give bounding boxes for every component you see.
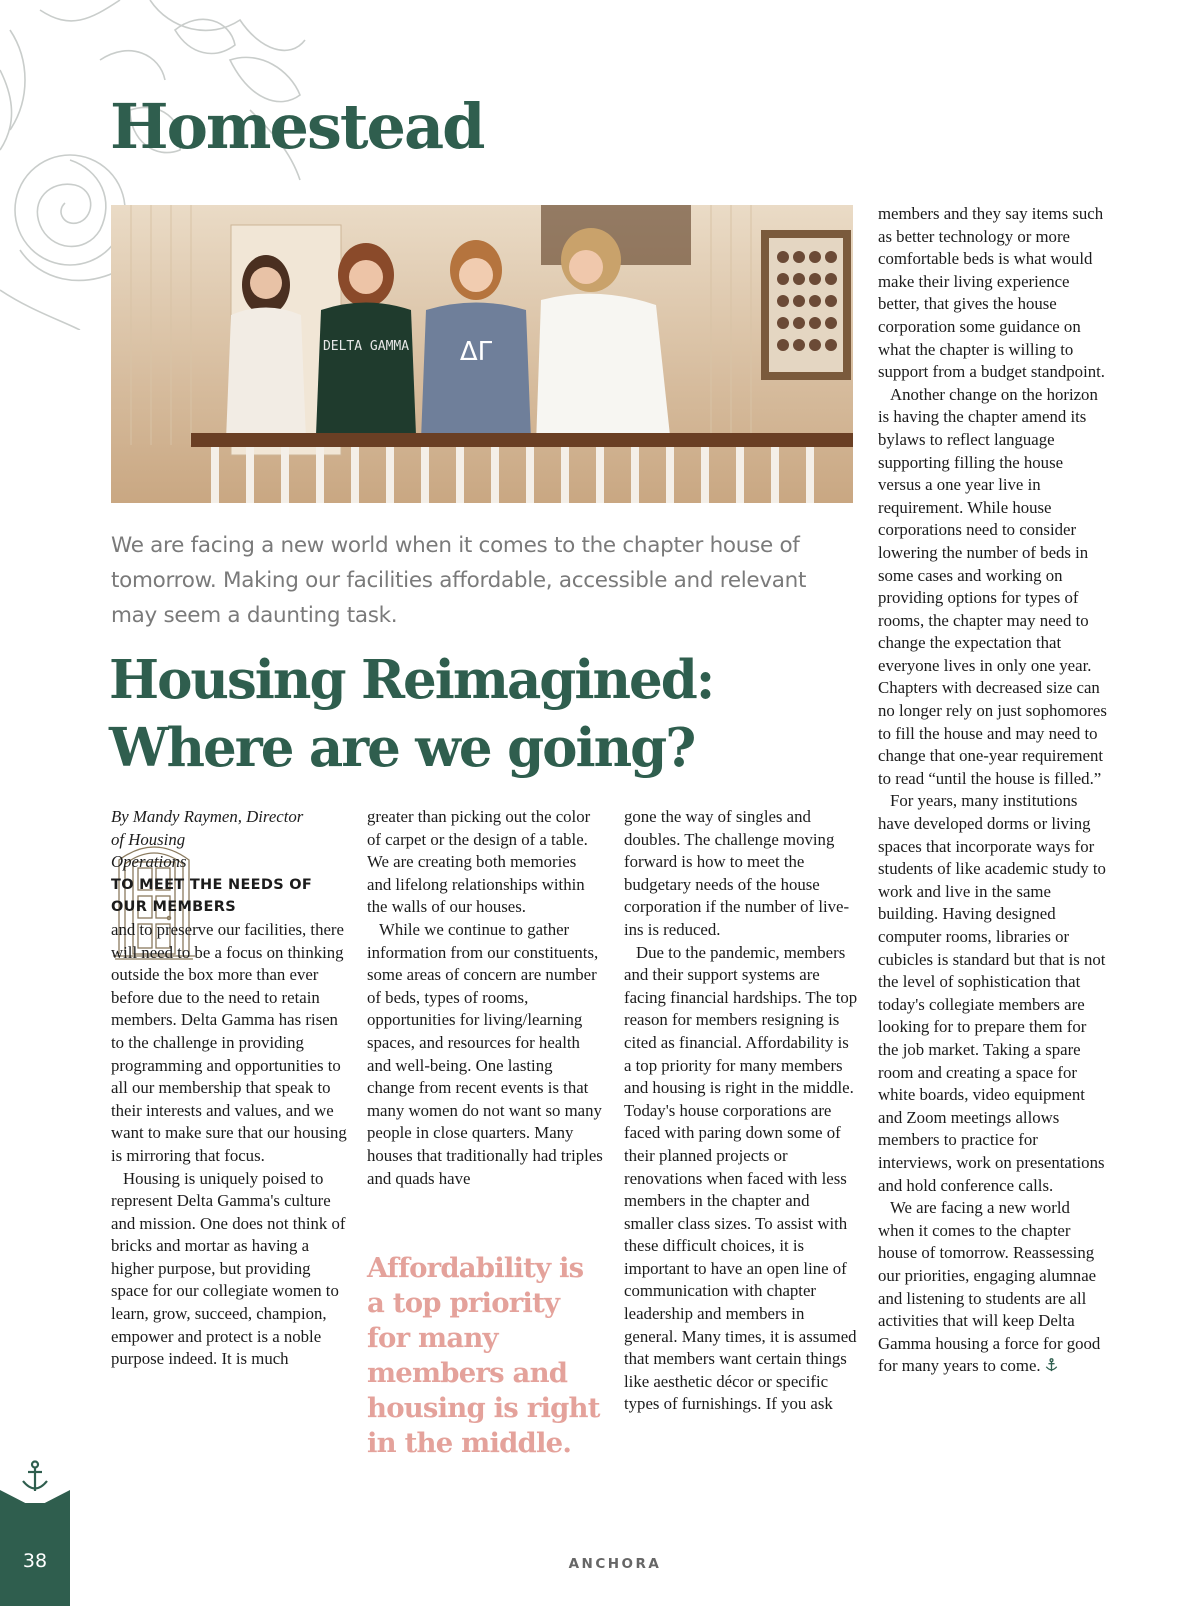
body-paragraph: members and they say items such as better technology or more comfortable beds is what would make their living experience better, that gives the house corporation some guidance on what the chapter is willing to support from a budget standpoint. xyxy=(878,204,1105,382)
body-paragraph: greater than picking out the color of carpet or the design of a table. We are creating both memories and lifelong relationships within the walls of our houses. xyxy=(367,807,591,917)
body-paragraph: gone the way of singles and doubles. The challenge moving forward is how to meet the budgetary needs of the house corporation if the number of live-ins is reduced. xyxy=(624,807,850,939)
article-column-4 xyxy=(878,203,1108,1378)
body-paragraph: Housing is uniquely poised to represent Delta Gamma's culture and mission. One does not think of bricks and mortar as having a higher purpose, but providing space for our collegiate women to learn, grow, succeed, champion, empower and protect is a noble purpose indeed. It is much xyxy=(111,1168,346,1369)
body-paragraph: While we continue to gather information from our constituents, some areas of concern are number of beds, types of rooms, opportunities for living/learning spaces, and resources for health and well-being. One lasting change from recent events is that many women do not want so many people in close quarters. Many houses that traditionally had triples and quads have xyxy=(367,919,603,1188)
body-paragraph: Another change on the horizon is having the chapter amend its bylaws to reflect language supporting filling the house versus a one year live in requirement. While house corporations need to consider lowering the number of beds in some cases and working on providing options for types of rooms, the chapter may need to change the expectation that everyone lives in only one year. Chapters with decreased size can no longer rely on just sophomores to fill the house and may need to change that one-year requirement to read “until the house is filled.” xyxy=(878,384,1107,788)
article-column-1 xyxy=(111,806,347,1371)
body-paragraph-final xyxy=(878,1197,1108,1378)
body-paragraph: For years, many institutions have developed dorms or living spaces that incorporate ways for students of like academic study to work and live in the same building. Having designed computer rooms, libraries or cubicles is standard but that is not the level of sophistication that today's collegiate members are looking for to prepare them for the job market. Taking a spare room and creating a space for white boards, video equipment and Zoom meetings allows members to practice for interviews, work on presentations and hold conference calls. xyxy=(878,791,1106,1195)
article-column-2 xyxy=(367,806,603,1190)
article-column-3 xyxy=(624,806,860,1416)
anchor-icon xyxy=(20,1460,50,1494)
end-mark-anchor-icon xyxy=(1045,1358,1058,1372)
byline-continued: of Housing xyxy=(111,829,186,849)
magazine-footer: ANCHORA xyxy=(568,1556,662,1572)
article-headline xyxy=(109,646,849,782)
section-title: Homestead xyxy=(110,90,484,163)
body-paragraph: and to preserve our facilities, there will need to be a focus on thinking outside the box more than ever before due to the need to retain members. Delta Gamma has risen to the challenge in providing programming and opportunities to all our membership that speak to their interests and values, and we want to make sure that our housing is mirroring that focus. xyxy=(111,919,347,1165)
final-paragraph-text: We are facing a new world when it comes to the chapter house of tomorrow. Reassessing our priorities, engaging alumnae and listening to students are all activities that will keep Delta Gamma housing a force for good for many years to come. xyxy=(878,1198,1101,1376)
intro-deck: We are facing a new world when it comes to the chapter house of tomorrow. Making our facilities affordable, accessible and relevant may seem a daunting task. xyxy=(111,533,807,628)
headline-line-2: Where are we going? xyxy=(109,717,695,779)
headline-line-1: Housing Reimagined: xyxy=(109,649,714,711)
byline-continued-2: Operations xyxy=(111,852,187,872)
page-number: 38 xyxy=(22,1550,48,1572)
sweatshirt-text-2: ΔΓ xyxy=(459,337,493,367)
lead-in-caps: TO MEET THE NEEDS OF OUR MEMBERS xyxy=(111,876,313,916)
byline: By Mandy Raymen, Director xyxy=(111,807,304,826)
body-paragraph: Due to the pandemic, members and their support systems are facing financial hardships. The top reason for members resigning is cited as financial. Affordability is a top priority for many members and housing is right in the middle. Today's house corporations are faced with paring down some of their planned projects or renovations when faced with less members in the chapter and smaller class sizes. To assist with these difficult choices, it is important to have an open line of communication with chapter leadership and members in general. Many times, it is assumed that members want certain things like aesthetic décor or specific types of furnishings. If you ask xyxy=(624,942,858,1414)
pull-quote: Affordability is a top priority for many members and housing is right in the middle. xyxy=(367,1252,600,1459)
photo-four-women-at-railing xyxy=(111,205,853,503)
sweatshirt-text-1: DELTA GAMMA xyxy=(322,339,410,354)
